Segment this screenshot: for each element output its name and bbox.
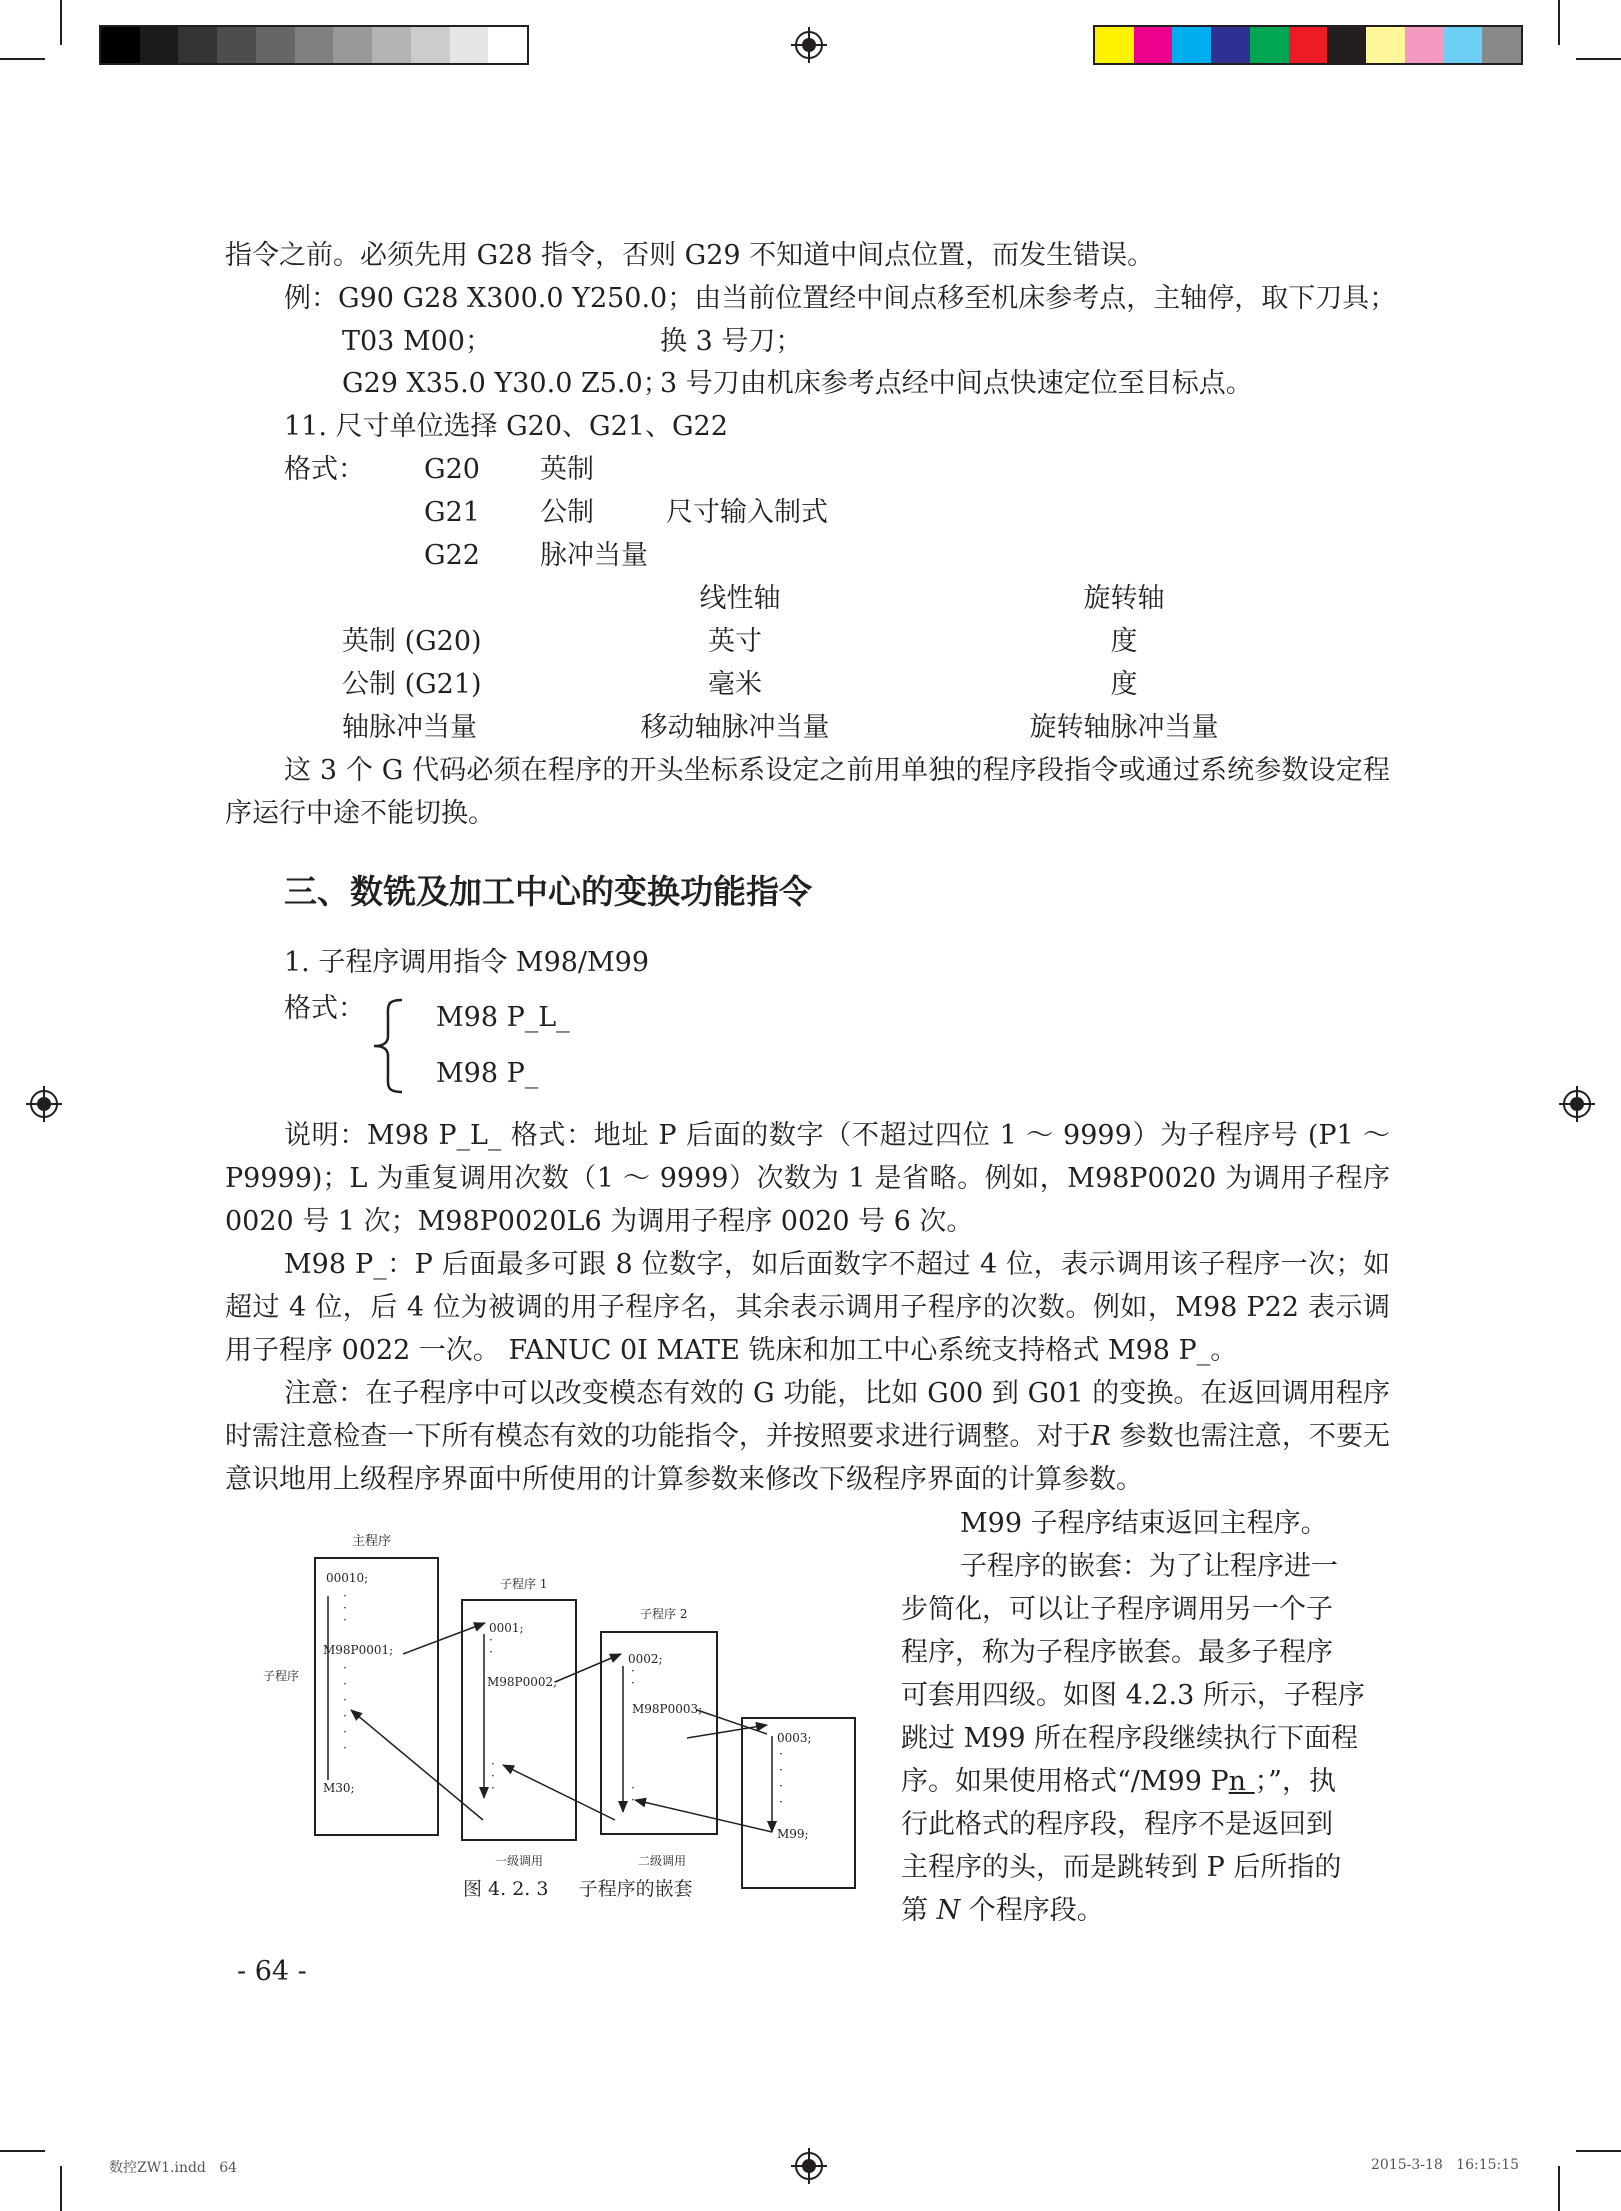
g-code: G21 (424, 497, 480, 528)
ellipsis-dots: · (631, 1781, 635, 1795)
crop-mark (1558, 2166, 1560, 2211)
code-line: M98P0003; (632, 1702, 703, 1716)
ellipsis-dots: · (343, 1601, 347, 1615)
text-fragment: ；”，执 (1254, 1766, 1336, 1797)
example-code: G29 X35.0 Y30.0 Z5.0； (342, 368, 670, 399)
text-fragment: 第 (901, 1895, 937, 1926)
ellipsis-dots: · (343, 1693, 347, 1707)
figure-label: 二级调用 (638, 1854, 687, 1868)
g-code-desc: 英制 (540, 454, 594, 485)
section-heading: 三、数铣及加工中心的变换功能指令 (284, 872, 812, 911)
flow-arrow (635, 1800, 772, 1832)
table-cell: 度 (1110, 669, 1138, 700)
brace-icon (366, 996, 406, 1096)
figure-label: 子程序 1 (500, 1577, 548, 1591)
code-line: M30; (323, 1781, 355, 1795)
color-swatch (1095, 27, 1134, 63)
code-line: M98P0001; (323, 1643, 394, 1657)
gray-swatch (488, 27, 527, 63)
ellipsis-dots: · (779, 1747, 783, 1761)
flow-arrow (555, 1654, 621, 1682)
gray-swatch (372, 27, 411, 63)
ellipsis-dots: · (343, 1661, 347, 1675)
registration-mark-icon (1559, 1086, 1595, 1122)
underlined-param: n (1228, 1766, 1255, 1797)
registration-mark-icon (791, 2148, 827, 2184)
gray-swatch (256, 27, 295, 63)
code-line: 00010; (326, 1571, 369, 1585)
text-line: 行此格式的程序段，程序不是返回到 (901, 1809, 1333, 1840)
ellipsis-dots: · (343, 1709, 347, 1723)
table-cell: 英制 (G20) (342, 626, 482, 657)
flow-arrow (687, 1725, 767, 1738)
paragraph-text: 参数也需注意，不要无意识地用上级程序界面中所使用的计算参数来修改下级程序界面的计算参数。 (225, 1421, 1390, 1495)
example-desc: 换 3 号刀； (660, 326, 803, 357)
table-cell: 英寸 (708, 626, 762, 657)
ellipsis-dots: · (489, 1645, 493, 1659)
format-label: 格式： (284, 993, 365, 1024)
crop-mark (1576, 58, 1621, 60)
text-line: 子程序的嵌套：为了让程序进一 (960, 1551, 1338, 1582)
text-line: 可套用四级。如图 4.2.3 所示，子程序 (901, 1680, 1365, 1711)
slug-timestamp: 2015-3-18 16:15:15 (1371, 2157, 1520, 2173)
ellipsis-dots: · (631, 1664, 635, 1678)
gray-swatch (295, 27, 334, 63)
table-cell: 轴脉冲当量 (342, 712, 477, 743)
gray-swatch (217, 27, 256, 63)
example-code: T03 M00； (342, 326, 492, 357)
subprogram-1-box (462, 1600, 576, 1840)
text-line: 跳过 M99 所在程序段继续执行下面程 (901, 1723, 1359, 1754)
ellipsis-dots: · (491, 1757, 495, 1771)
table-header: 旋转轴 (1083, 583, 1165, 614)
flow-arrow (403, 1623, 485, 1654)
text-line: 指令之前。必须先用 G28 指令，否则 G29 不知道中间点位置，而发生错误。 (225, 240, 1155, 271)
gray-swatch (411, 27, 450, 63)
example-label: 例： (284, 283, 338, 314)
grayscale-bar (99, 25, 529, 65)
example-desc: 3 号刀由机床参考点经中间点快速定位至目标点。 (660, 368, 1253, 399)
ellipsis-dots: · (631, 1793, 635, 1807)
text-line (901, 1760, 1336, 1803)
format-label: 格式： (284, 454, 365, 485)
m98-format: M98 P_ (436, 1058, 539, 1089)
ellipsis-dots: · (779, 1795, 783, 1809)
text-line: 主程序的头，而是跳转到 P 后所指的 (901, 1852, 1342, 1883)
ellipsis-dots: · (343, 1613, 347, 1627)
gray-swatch (101, 27, 140, 63)
crop-mark (0, 2150, 45, 2152)
text-fragment: 个程序段。 (960, 1895, 1104, 1926)
subsection-title: 11. 尺寸单位选择 G20、G21、G22 (284, 411, 728, 442)
crop-mark (60, 0, 62, 45)
example-line (284, 277, 1396, 320)
g-code: G22 (424, 540, 480, 571)
color-swatch (1444, 27, 1483, 63)
figure-label: 子程序 (263, 1669, 300, 1683)
ellipsis-dots: · (343, 1589, 347, 1603)
page-number: - 64 - (237, 1956, 307, 1987)
slug-filename: 数控ZW1.indd 64 (109, 2160, 238, 2176)
nesting-diagram (255, 1520, 875, 1930)
paragraph-text: 注意：在子程序中可以改变模态有效的 G 功能，比如 G00 到 G01 的变换。在返回调用程序时需注意检查一下所有模态有效的功能指令，并按照要求进行调整。对于 (225, 1378, 1390, 1452)
color-swatch (1482, 27, 1521, 63)
table-cell: 毫米 (708, 669, 762, 700)
flow-arrow (351, 1710, 483, 1820)
ellipsis-dots: · (779, 1779, 783, 1793)
text-line (901, 1889, 1104, 1932)
gray-swatch (178, 27, 217, 63)
color-swatch (1250, 27, 1289, 63)
figure-caption: 图 4. 2. 3 子程序的嵌套 (463, 1878, 693, 1900)
italic-symbol: N (936, 1895, 961, 1926)
code-line: 0002; (628, 1652, 663, 1666)
figure-label: 主程序 (352, 1534, 392, 1549)
subsection-title: 1. 子程序调用指令 M98/M99 (284, 947, 650, 978)
ellipsis-dots: · (489, 1633, 493, 1647)
color-swatch (1327, 27, 1366, 63)
table-cell: 旋转轴脉冲当量 (1029, 712, 1219, 743)
registration-mark-icon (26, 1086, 62, 1122)
crop-mark (0, 58, 45, 60)
registration-mark-icon (791, 27, 827, 63)
paragraph: M98 P_：P 后面最多可跟 8 位数字，如后面数字不超过 4 位，表示调用该子程序一次；如超过 4 位，后 4 位为被调的用子程序名，其余表示调用子程序的次数。例如，M98 P22 表示调用子程序 0022 一次。 FANUC 0I MATE 铣床和加工中心系统支持格式 M98 P_。 (225, 1249, 1390, 1366)
ellipsis-dots: · (491, 1769, 495, 1783)
figure-label: 子程序 2 (640, 1607, 688, 1621)
gray-swatch (450, 27, 489, 63)
color-swatch (1211, 27, 1250, 63)
g-code: G20 (424, 454, 480, 485)
example-code: G90 G28 X300.0 Y250.0； (338, 283, 695, 314)
color-swatch (1289, 27, 1328, 63)
text-line: 程序，称为子程序嵌套。最多子程序 (901, 1637, 1333, 1668)
text-fragment: 序。如果使用格式“/M99 P (901, 1766, 1229, 1797)
g-code-desc: 公制 (540, 497, 594, 528)
table-header: 线性轴 (699, 583, 781, 614)
paragraph (225, 1372, 1390, 1501)
code-line: M98P0002; (487, 1675, 558, 1689)
paragraph: 这 3 个 G 代码必须在程序的开头坐标系设定之前用单独的程序段指令或通过系统参数设定程序运行中途不能切换。 (225, 755, 1390, 829)
color-swatch (1405, 27, 1444, 63)
flow-arrow (503, 1765, 615, 1820)
paragraph: 说明：M98 P_L_ 格式：地址 P 后面的数字（不超过四位 1 ～ 9999）为子程序号 (P1 ～ P9999)；L 为重复调用次数（1 ～ 9999）次数为 1 是省略。例如，M98P0020 为调用子程序 0020 号 1 次；M98P0020L6 为调用子程序 0020 号 6 次。 (225, 1120, 1390, 1237)
text-line: 步简化，可以让子程序调用另一个子 (901, 1594, 1333, 1625)
italic-symbol: R (1090, 1421, 1111, 1452)
ellipsis-dots: · (343, 1677, 347, 1691)
ellipsis-dots: · (779, 1763, 783, 1777)
color-swatch (1366, 27, 1405, 63)
code-line: 0003; (777, 1731, 812, 1745)
example-desc: 由当前位置经中间点移至机床参考点，主轴停，取下刀具； (694, 283, 1397, 314)
ellipsis-dots: · (343, 1741, 347, 1755)
code-line: 0001; (489, 1621, 524, 1635)
ellipsis-dots: · (343, 1725, 347, 1739)
color-swatch (1172, 27, 1211, 63)
m98-format: M98 P_L_ (436, 1002, 570, 1033)
table-cell: 移动轴脉冲当量 (640, 712, 830, 743)
table-cell: 度 (1110, 626, 1138, 657)
color-swatch (1134, 27, 1173, 63)
code-line: M99; (777, 1827, 809, 1841)
table-cell: 公制 (G21) (342, 669, 482, 700)
g-code-note: 尺寸输入制式 (666, 497, 828, 528)
crop-mark (1558, 0, 1560, 45)
gray-swatch (140, 27, 179, 63)
g-code-desc: 脉冲当量 (540, 540, 648, 571)
figure-label: 一级调用 (495, 1854, 544, 1868)
text-line: M99 子程序结束返回主程序。 (960, 1508, 1328, 1539)
color-bar (1093, 25, 1523, 65)
crop-mark (60, 2166, 62, 2211)
ellipsis-dots: · (491, 1781, 495, 1795)
gray-swatch (333, 27, 372, 63)
ellipsis-dots: · (631, 1676, 635, 1690)
crop-mark (1576, 2150, 1621, 2152)
